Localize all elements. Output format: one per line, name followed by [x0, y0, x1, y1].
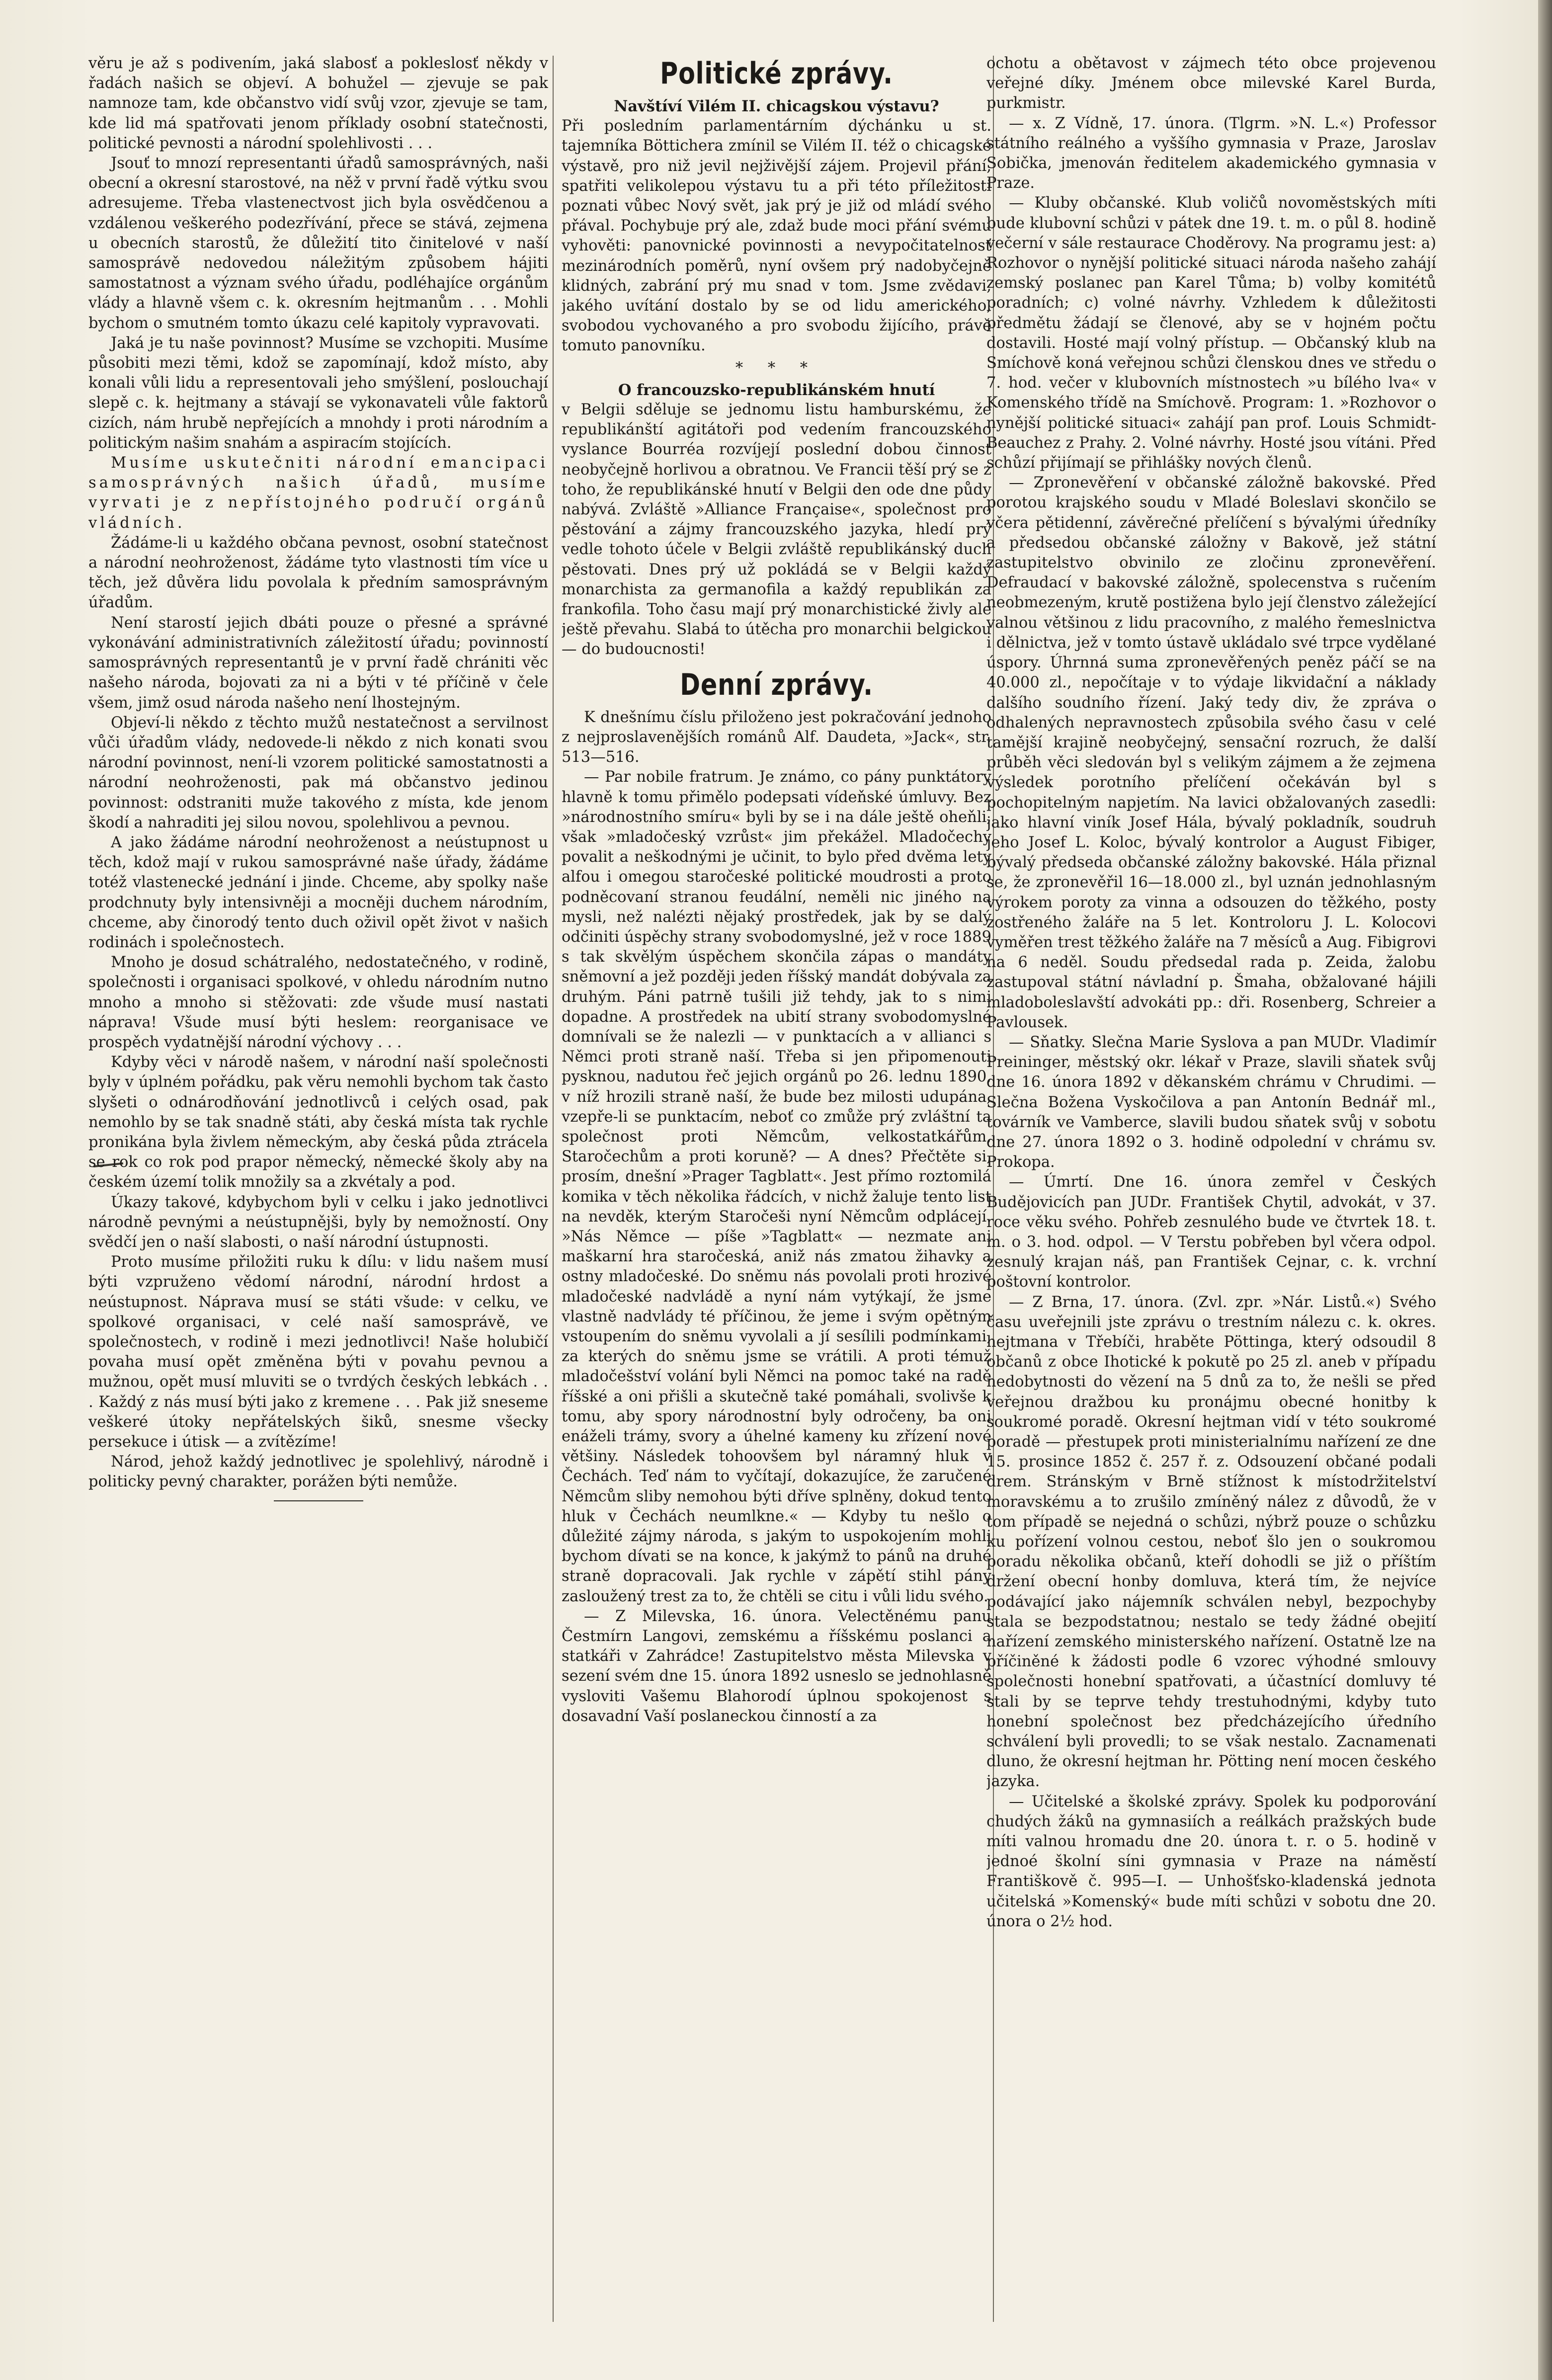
- article-paragraph: Není starostí jejich dbáti pouze o přesné a správné vykonávání administrativních záležitostí úřadu; povinností samosprávných representantů je v první řadě chrániti věc našeho národa, bojovati za ni a býti v té příčině v čele všem, jimž osud národa našeho není lhostejným.: [88, 614, 548, 712]
- page-edge-shadow: [1538, 0, 1552, 2380]
- article-paragraph: Musíme uskutečniti národní emancipaci samosprávných našich úřadů, musíme vyrvati je z nepřístojného područí orgánů vládních.: [88, 454, 548, 532]
- article-paragraph: Proto musíme přiložiti ruku k dílu: v lidu našem musí býti vzpruženo vědomí národní, národní hrdost a neústupnost. Náprava musí se státi všude: v celku, ve spolkové organisaci, v celé naší samosprávě, ve společnostech, v rodině i mezi jednotlivci! Naše holubičí povaha musí opět změněna býti v povahu pevnou a mužnou, opět musí mluviti se o tvrdých českých lebkách . . . Každý z nás musí býti jako z kremene . . . Pak již sneseme veškeré útoky nepřátelských šiků, snesme všecky persekuce i útisk — a zvítězíme!: [88, 1253, 548, 1451]
- article-paragraph: Kdyby věci v národě našem, v národní naší společnosti byly v úplném pořádku, pak věru nemohli bychom tak často slyšeti o odnárodňování jednotlivců i celých osad, pak nemohlo by se tak snadně státi, aby česká místa tak rychle pronikána byla živlem německým, aby česká půda ztrácela se rok co rok pod prapor německý, německé školy aby na českém území tolik množily sa a zkvétaly a pod.: [88, 1054, 548, 1191]
- news-paragraph: v Belgii sděluje se jednomu listu hamburskému, že republikánští agitátoři pod vedením francouzského vyslance Bourréa rozvíjejí poslední dobou činnost neobyčejně horlivou a obratnou. Ve Francii těší prý se z toho, že republikánské hnutí v Belgii den ode dne půdy nabývá. Zvláště »Alliance Française«, společnost pro pěstování a zájmy francouzského jazyka, hledí prý vedle tohoto účele v Belgii zvláště republikánský duch pěstovati. Dnes prý už pokládá se v Belgii každý monarchista za germanofila a každý republikán za frankofila. Toho času mají prý monarchistické živly ale ještě převahu. Slabá to útěcha pro monarchii belgickou — do budoucnosti!: [562, 401, 991, 658]
- news-paragraph: ochotu a obětavost v zájmech této obce projevenou veřejné díky. Jménem obce milevské Karel Burda, purkmistr.: [986, 55, 1436, 112]
- news-paragraph: — Z Milevska, 16. února. Velectěnému panu Čestmírn Langovi, zemskému a říšskému poslanci a statkáři v Zahrádce! Zastupitelstvo města Milevska v sezení svém dne 15. února 1892 usneslo se jednohlasně vysloviti Vašemu Blahorodí úplnou spokojenost s dosavadní Vaší poslaneckou činností a za: [562, 1607, 991, 1725]
- article-paragraph: Mnoho je dosud schátralého, nedostatečného, v rodině, společnosti i organisaci spolkové, v ohledu národním nutno mnoho a mnoho si stěžovati: zde všude musí nastati náprava! Všude musí býti heslem: reorganisace ve prospěch vydatnější národní výchovy . . .: [88, 954, 548, 1051]
- article-paragraph: Žádáme-li u každého občana pevnost, osobní statečnost a národní neohroženost, žádáme tyto vlastnosti tím více u těch, jež důvěra lidu povolala k předním samosprávným úřadům.: [88, 534, 548, 612]
- article-paragraph: Jsouť to mnozí representanti úřadů samosprávných, naši obecní a okresní starostové, na něž v první řadě výtku svou adresujeme. Třeba vlastenectvost jich byla osvědčenou a vzdálenou veškerého podezřívání, přece se stává, zejmena u obecních starostů, že důležití tito činitelové v naší samosprávě nedovedou náležitým způsobem hájiti samostatnost a význam svého úřadu, podléhajíce orgánům vlády a hlavně všem c. k. okresním hejtmanům . . . Mohli bychom o smutném tomto úkazu celé kapitoly vypravovati.: [88, 155, 548, 332]
- news-paragraph: — Učitelské a školské zprávy. Spolek ku podporování chudých žáků na gymnasiích a reálkách pražských bude míti valnou hromadu dne 20. února t. r. o 5. hodině v jednoé školní síni gymnasia v Praze na náměstí Františkově č. 995—I. — Unhošťsko-kladenská jednota učitelská »Komenský« bude míti schůzi v sobotu dne 20. února o 2½ hod.: [986, 1793, 1436, 1930]
- section-title-politicke-zpravy: Politické zprávy.: [660, 56, 893, 91]
- article-paragraph: Úkazy takové, kdybychom byli v celku i jako jednotlivci národně pevnými a neústupnějši, byly by nemožností. Ony svědčí jen o naší slabosti, o naší národní ústupnosti.: [88, 1193, 548, 1251]
- news-subheading: O francouzsko-republikánském hnutí: [618, 381, 935, 399]
- news-paragraph: — Kluby občanské. Klub voličů novoměstských míti bude klubovní schůzi v pátek dne 19. t. m. o půl 8. hodině večerní v sále restaurace Choděrovy. Na programu jest: a) Rozhovor o nynější politické situaci národa našeho zahájí zemský poslanec pan Karel Tůma; b) volby komitétů poradních; c) volné návrhy. Vzhledem k důležitosti předmětu žádají se členové, aby se v hojném počtu dostavili. Hosté mají volný přístup. — Občanský klub na Smíchově koná veřejnou schůzi členskou dnes ve středu o 7. hod. večer v klubovních místnostech »u bílého lva« v Komenského třídě na Smíchově. Program: 1. »Rozhovor o nynější politické situaci« zahájí pan prof. Louis Schmidt-Beauchez z Prahy. 2. Volné návrhy. Hosté jsou vítáni. Před schůzí přijímají se přihlášky nových členů.: [986, 194, 1436, 472]
- article-paragraph: Objeví-li někdo z těchto mužů nestatečnost a servilnost vůči úřadům vlády, nedovede-li někdo z nich konati svou národní povinnost, není-li vzorem politické samostatnosti a národní neohroženosti, pak má občanstvo jedinou povinnost: odstraniti muže takového z místa, kde jenom škodí a nahraditi jej silou novou, spolehlivou a pevnou.: [88, 714, 548, 831]
- news-paragraph: K dnešnímu číslu přiloženo jest pokračování jednoho z nejproslavenějších románů Alf. Daudeta, »Jack«, str. 513—516.: [562, 708, 991, 766]
- section-title-denni-zpravy: Denní zprávy.: [680, 667, 873, 702]
- column-1: [88, 54, 548, 2360]
- news-paragraph: — Z Brna, 17. února. (Zvl. zpr. »Nár. Listů.«) Svého času uveřejnili jste zprávu o trestním nálezu c. k. okres. hejtmana v Třebíči, hraběte Pöttinga, který odsoudil 8 občanů z obce Ihotické k pokutě po 25 zl. aneb v případu nedobytnosti do vězení na 5 dnů za to, že nešli se před veřejnou dražbou ku pronájmu obecné honitby k soukromé poradě. Okresní hejtman vidí v této soukromé poradě — přestupek proti ministerialnímu nařízení ze dne 15. prosince 1852 č. 257 ř. z. Odsouzení občané podali drem. Stránským v Brně stížnost k místodržitelství moravskému a to zrušilo zmíněný nález z důvodů, že v tom případě se nejedná o schůzi, nýbrž pouze o schůzku ku pořízení volnou cestou, neboť šlo jen o soukromou poradu několika občanů, kteří dohodli se již o příštím držení obecní honby domluva, která tím, že nejvíce podávající jako nájemník schválen nebyl, bezpochyby stala se bezpodstatnou; nestalo se tedy žádné obejití nařízení zemského ministerského nařízení. Ostatně lze na příčiněné k žádosti podle 6 vzorec výhodné smlouvy společnosti honební spatřovati, a účastnící domluvy té stali by se teprve tehdy trestuhodnými, kdyby tuto honební společnost bez předcházejícího úředního schválení byli provedli; to se však nestalo. Zacnamenati dluno, že okresní hejtman hr. Pötting není mocen českého jazyka.: [986, 1293, 1436, 1791]
- article-paragraph: Jaká je tu naše povinnost? Musíme se vzchopiti. Musíme působiti mezi těmi, kdož se zapomínají, kdož místo, aby konali vůli lidu a representovali jeho smýšlení, poslouchají slepě c. k. hejtmany a stávají se vykonavateli vůle faktorů cizích, nám hrubě nepřejících a mnohdy i proti národním a politickým našim snahám a aspiracím stojících.: [88, 334, 548, 452]
- news-paragraph: — Par nobile fratrum. Je známo, co pány punktátory hlavně k tomu přimělo podepsati vídeňské úmluvy. Bez »národnostního smíru« byli by se i na dále ještě oheňli, však »mladočeský vzrůst« jim překážel. Mladočechy povalit a neškodnými je učinit, to bylo před dvěma lety alfou i omegou staročeské politické moudrosti a proto podněcovaní stranou feudální, neměli nic jiného na mysli, než nalézti nějaký prostředek, jak by se dalý odčiniti úspěchy strany svobodomyslné, jež v roce 1889 s tak skvělým úspěchem skončila zápas o mandáty sněmovní a jež později jeden říšský mandát dobývala za druhým. Páni patrně tušili již tehdy, jak to s nimi dopadne. A prostředek na ubití strany svobodomyslné domnívali se že nalezli — v punktacích a v allianci s Němci proti straně naší. Třeba si jen připomenouti pysknou, nadutou řeč jejich orgánů po 26. lednu 1890, v níž hrozili straně naší, že bude bez milosti udupána, vzepře-li se punktacím, neboť co zmůže prý zvláštní ta společnost proti Němcům, velkostatkářům, Staročechům a proti koruně? — A dnes? Přečtěte si, prosím, dnešní »Prager Tagblatt«. Jest přímo roztomilá komika v těch několika řádcích, v nichž žaluje tento list na nevděk, kterým Staročeši nyní Němcům odplácejí. »Nás Němce — píše »Tagblatt« — nezmate ani maškarní hra staročeská, aniž nás zmatou žihavky a ostny mladočeské. Do sněmu nás povolali proti hrozivé mladočeské nadvládě a nyní nám vytýkají, že jsme vlastně nadvlády té příčinou, že jeme i svým opětným vstoupením do sněmu vyvolali a jí sesílili podmínkami, za kterých do sněmu jsme se vrátili. A proti témuž mladočešství volání byli Němci na pomoc také na radě říšské a oni přišli a skutečně také pomáhali, svolivše k tomu, aby spory národnostní byly odročeny, ba oni enáželi trámy, svory a úhelné kameny ku zřízení nové většiny. Následek tohoovšem byl náramný hluk v Čechách. Teď nám to vyčítají, dokazujíce, že zaručené Němcům sliby nemohou býti dříve splněny, dokud tento hluk v Čechách neumlkne.« — Kdyby tu nešlo o důležité zájmy národa, s jakým to uspokojením mohli bychom dívati se na konce, k jakýmž to pánů na druhé straně dopracovali. Jak rychle v zápětí stihl pány zasloužený trest za to, že chtěli se citu i vůli lidu svého.: [562, 768, 991, 1605]
- section-separator-stars: * * *: [735, 359, 818, 377]
- article-paragraph: A jako žádáme národní neohroženost a neústupnost u těch, kdož mají v rukou samosprávné naše úřady, žádáme totéž vlastenecké jednání i jinde. Chceme, aby spolky naše prodchnuty byly intensivněji a mocněji duchem národním, chceme, aby činorodý tento duch oživil opět život v našich rodinách i společnostech.: [88, 833, 548, 951]
- news-paragraph: Při posledním parlamentárním dýchánku u st. tajemníka Böttichera zmínil se Vilém II. též o chicagské výstavě, pro niž jevil nejživější zájem. Projevil přání, spatřiti velikolepou výstavu tu a při této příležitosti poznati vůbec Nový svět, jak prý je již od mládí svého přával. Pochybuje prý ale, zdaž bude moci přání svému vyhověti: panovnické povinnosti a nevypočitatelnosť mezinárodních poměrů, nyní ovšem prý nadobyčejně klidných, zabrání prý mu snad v tom. Jsme zvědavi, jakého uvítání dostalo by se od lidu amerického, svobodou vychovaného a pro svobodu žijícího, právě tomuto panovníku.: [562, 117, 991, 355]
- column-rule-1: [553, 56, 554, 2322]
- article-end-rule: [274, 1500, 363, 1501]
- column-2: [562, 54, 991, 2360]
- column-3: [986, 54, 1436, 2360]
- article-paragraph: Národ, jehož každý jednotlivec je spolehlivý, národně i politicky pevný charakter, porážen býti nemůže.: [88, 1453, 548, 1491]
- news-paragraph: — Zpronevěření v občanské záložně bakovské. Před porotou krajského soudu v Mladé Boleslavi skončilo se včera pětidenní, závěrečné přelíčení s bývalými úředníky a předsedou občanské záložny v Bakově, jež státní zastupitelstvo obvinilo ze zločinu zpronevěření. Defraudací v bakovské záložně, spolecenstva s ručením neobmezeným, krutě postižena bylo její členstvo záležející valnou většinou z lidu pracovního, z malého řemeslnictva i dělnictva, jež v tomto ústavě ukládalo své trpce vydělané úspory. Úhrnná suma zpronevěřených peněz páčí se na 40.000 zl., nepočítaje v to výdaje likvidační a náklady dalšího soudního řízení. Jaký tedy div, že zpráva o odhalených nepravnostech způsobila svého času v celé tamější krajině neobyčejný, sensační rozruch, že další průběh věci sledován byl s velikým zájmem a že zejmena výsledek porotního přelíčení očekáván byl s pochopitelným napjetím. Na lavici obžalovaných zasedli: jako hlavní viník Josef Hála, bývalý pokladník, soudruh jeho Josef L. Koloc, bývalý kontrolor a August Fibiger, bývalý předseda občanské záložny bakovské. Hála přiznal se, že zpronevěřil 16—18.000 zl., byl uznán jednohlasným výrokem poroty za vinna a odsouzen do těžkého, posty zostřeného žaláře na 5 let. Kontroloru J. L. Kolocovi vyměřen trest těžkého žaláře na 7 měsíců a Aug. Fibigrovi na 6 neděl. Soudu předsedal rada p. Zeida, žalobu zastupoval státní návladní p. Šmaha, obžalované hájili mladoboleslavští advokáti pp.: dři. Rosenberg, Schreier a Pavlousek.: [986, 474, 1436, 1031]
- article-paragraph: věru je až s podivením, jaká slabosť a pokleslosť někdy v řadách našich se objeví. A bohužel — zjevuje se pak namnoze tam, kde občanstvo vidí svůj vzor, zjevuje se tam, kde lid má spatřovati jenom příklady osobní statečnosti, politické pevnosti a národní spolehlivosti . . .: [88, 55, 548, 152]
- news-paragraph: — Sňatky. Slečna Marie Syslova a pan MUDr. Vladimír Preininger, městský okr. lékař v Praze, slavili sňatek svůj dne 16. února 1892 v děkanském chrámu v Chrudimi. — Slečna Božena Vyskočilova a pan Antonín Bednář ml., továrník ve Vamberce, slavili budou sňatek svůj v sobotu dne 27. února 1892 o 3. hodině odpolední v chrámu sv. Prokopa.: [986, 1033, 1436, 1171]
- news-subheading: Navštíví Vilém II. chicagskou výstavu?: [614, 97, 939, 115]
- news-paragraph: — Úmrtí. Dne 16. února zemřel v Českých Budějovicích pan JUDr. František Chytil, advokát, v 37. roce věku svého. Pohřeb zesnulého bude ve čtvrtek 18. t. m. o 3. hod. odpol. — V Terstu pobřeben byl včera odpol. zesnulý krajan náš, pan František Cejnar, c. k. vrchní poštovní kontrolor.: [986, 1173, 1436, 1291]
- news-paragraph: — x. Z Vídně, 17. února. (Tlgrm. »N. L.«) Professor státního reálného a vyššího gymnasia v Praze, Jaroslav Sobička, jmenován ředitelem akademického gymnasia v Praze.: [986, 114, 1436, 192]
